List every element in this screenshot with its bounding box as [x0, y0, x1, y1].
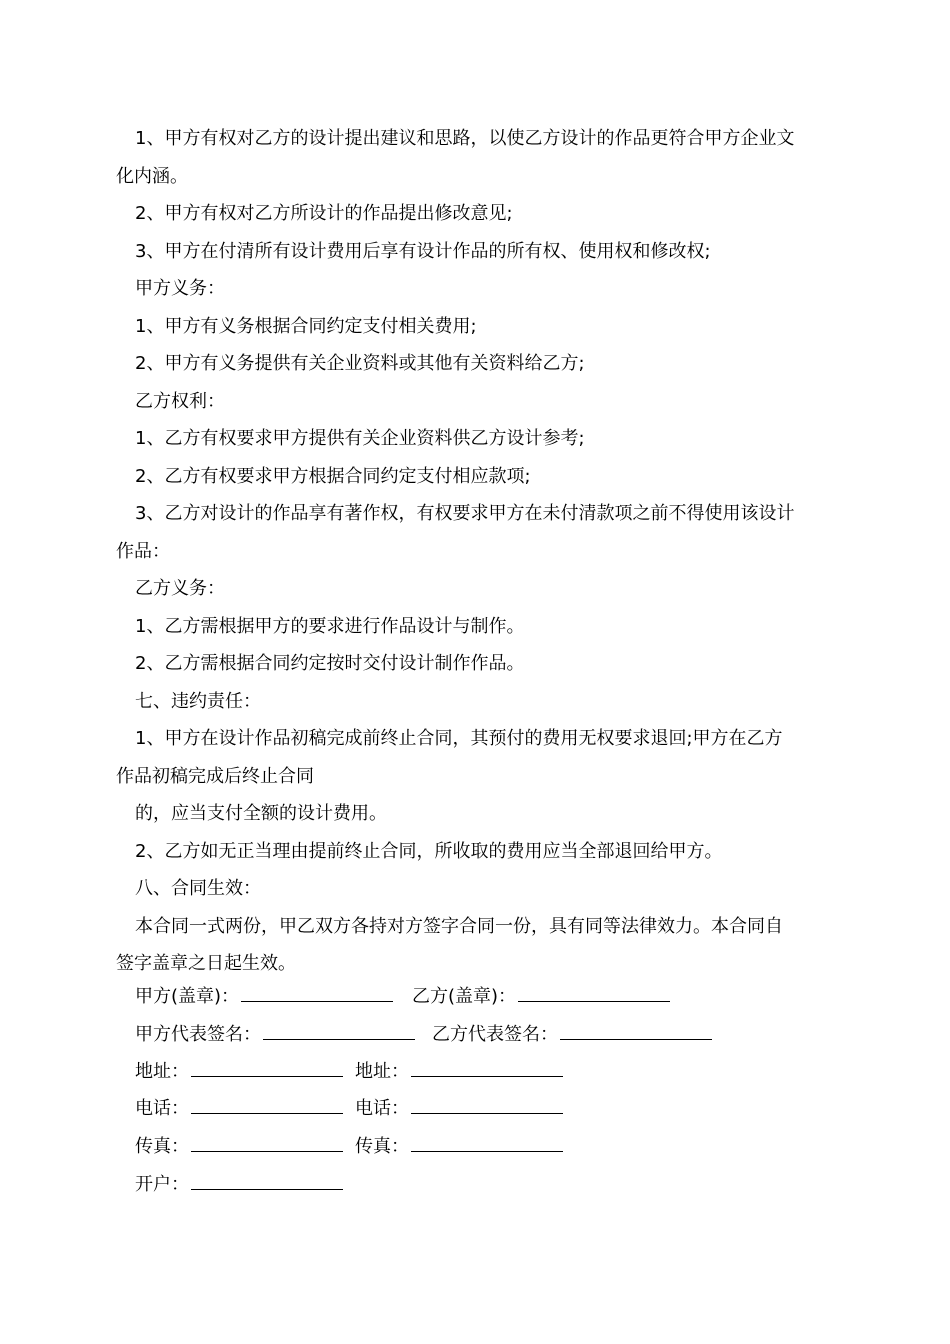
paragraph: [116, 345, 836, 383]
paragraph: [116, 195, 836, 233]
paragraph-line: 2、甲方有权对乙方所设计的作品提出修改意见;: [135, 203, 513, 224]
paragraph-line: 1、甲方有权对乙方的设计提出建议和思路，以使乙方设计的作品更符合甲方企业文: [135, 128, 795, 149]
paragraph-line: 3、甲方在付清所有设计费用后享有设计作品的所有权、使用权和修改权;: [135, 240, 711, 262]
paragraph: [116, 458, 836, 496]
party-a-seal-label: 甲方(盖章)：: [135, 986, 240, 1007]
paragraph-line: 3、乙方对设计的作品享有著作权，有权要求甲方在未付清款项之前不得使用该设计: [135, 503, 795, 524]
party-b-seal-label: 乙方(盖章)：: [412, 986, 517, 1007]
paragraph-line: 本合同一式两份，甲乙双方各持对方签字合同一份，具有同等法律效力。本合同自: [135, 915, 783, 937]
paragraph: [116, 870, 836, 908]
seal-row: [135, 978, 517, 1016]
fax-a-blank: [191, 1135, 343, 1152]
paragraph-line: 签字盖章之日起生效。: [116, 953, 296, 974]
paragraph-line: 1、乙方有权要求甲方提供有关企业资料供乙方设计参考;: [135, 428, 585, 449]
paragraph-line: 1、甲方有义务根据合同约定支付相关费用;: [135, 315, 477, 337]
paragraph-line: 1、甲方在设计作品初稿完成前终止合同，其预付的费用无权要求退回;甲方在乙方: [135, 728, 783, 749]
phone-b-label: 电话：: [355, 1098, 409, 1119]
address-b-label: 地址：: [355, 1061, 409, 1082]
paragraph-line: 1、乙方需根据甲方的要求进行作品设计与制作。: [135, 615, 525, 637]
bank-a-label: 开户：: [135, 1174, 189, 1195]
paragraph: [116, 795, 836, 833]
paragraph: [116, 420, 836, 458]
paragraph-line: 八、合同生效：: [135, 878, 261, 899]
fax-b-label: 传真：: [355, 1136, 409, 1157]
phone-b-blank: [411, 1097, 563, 1114]
paragraph: [116, 720, 836, 795]
bank-row: [135, 1166, 345, 1204]
phone-row: [135, 1090, 409, 1128]
paragraph: [116, 120, 836, 195]
fax-row: [135, 1128, 409, 1166]
party-a-seal-blank: [241, 985, 393, 1002]
paragraph-line: 2、乙方需根据合同约定按时交付设计制作作品。: [135, 653, 525, 674]
paragraph-line: 的，应当支付全额的设计费用。: [135, 803, 387, 824]
party-b-seal-blank: [518, 985, 670, 1002]
party-b-rep-label: 乙方代表签名：: [432, 1024, 558, 1045]
paragraph-line: 化内涵。: [116, 165, 188, 187]
address-a-label: 地址：: [135, 1061, 189, 1082]
paragraph: [116, 683, 836, 721]
phone-a-blank: [191, 1097, 343, 1114]
paragraph-line: 甲方义务：: [135, 278, 225, 299]
paragraph: [116, 383, 836, 421]
paragraph-line: 2、乙方有权要求甲方根据合同约定支付相应款项;: [135, 465, 531, 487]
fax-a-label: 传真：: [135, 1136, 189, 1157]
paragraph: [116, 645, 836, 683]
paragraph: [116, 270, 836, 308]
paragraph-line: 乙方义务：: [135, 578, 225, 599]
paragraph: [116, 908, 836, 983]
paragraph-line: 乙方权利：: [135, 390, 225, 412]
fax-b-blank: [411, 1135, 563, 1152]
address-a-blank: [191, 1060, 343, 1077]
paragraph: [116, 233, 836, 271]
paragraph-line: 七、违约责任：: [135, 690, 261, 712]
party-a-rep-label: 甲方代表签名：: [135, 1024, 261, 1045]
paragraph: [116, 570, 836, 608]
paragraph: [116, 608, 836, 646]
address-row: [135, 1053, 409, 1091]
address-b-blank: [411, 1060, 563, 1077]
party-a-rep-blank: [263, 1023, 415, 1040]
paragraph-line: 作品初稿完成后终止合同: [116, 765, 314, 787]
bank-a-blank: [191, 1173, 343, 1190]
paragraph-line: 2、乙方如无正当理由提前终止合同，所收取的费用应当全部退回给甲方。: [135, 840, 723, 862]
representative-row: [135, 1016, 558, 1054]
paragraph: [116, 833, 836, 871]
paragraph-line: 作品：: [116, 540, 170, 562]
party-b-rep-blank: [560, 1023, 712, 1040]
paragraph-line: 2、甲方有义务提供有关企业资料或其他有关资料给乙方;: [135, 353, 585, 374]
paragraph: [116, 308, 836, 346]
phone-a-label: 电话：: [135, 1098, 189, 1119]
paragraph: [116, 495, 836, 570]
